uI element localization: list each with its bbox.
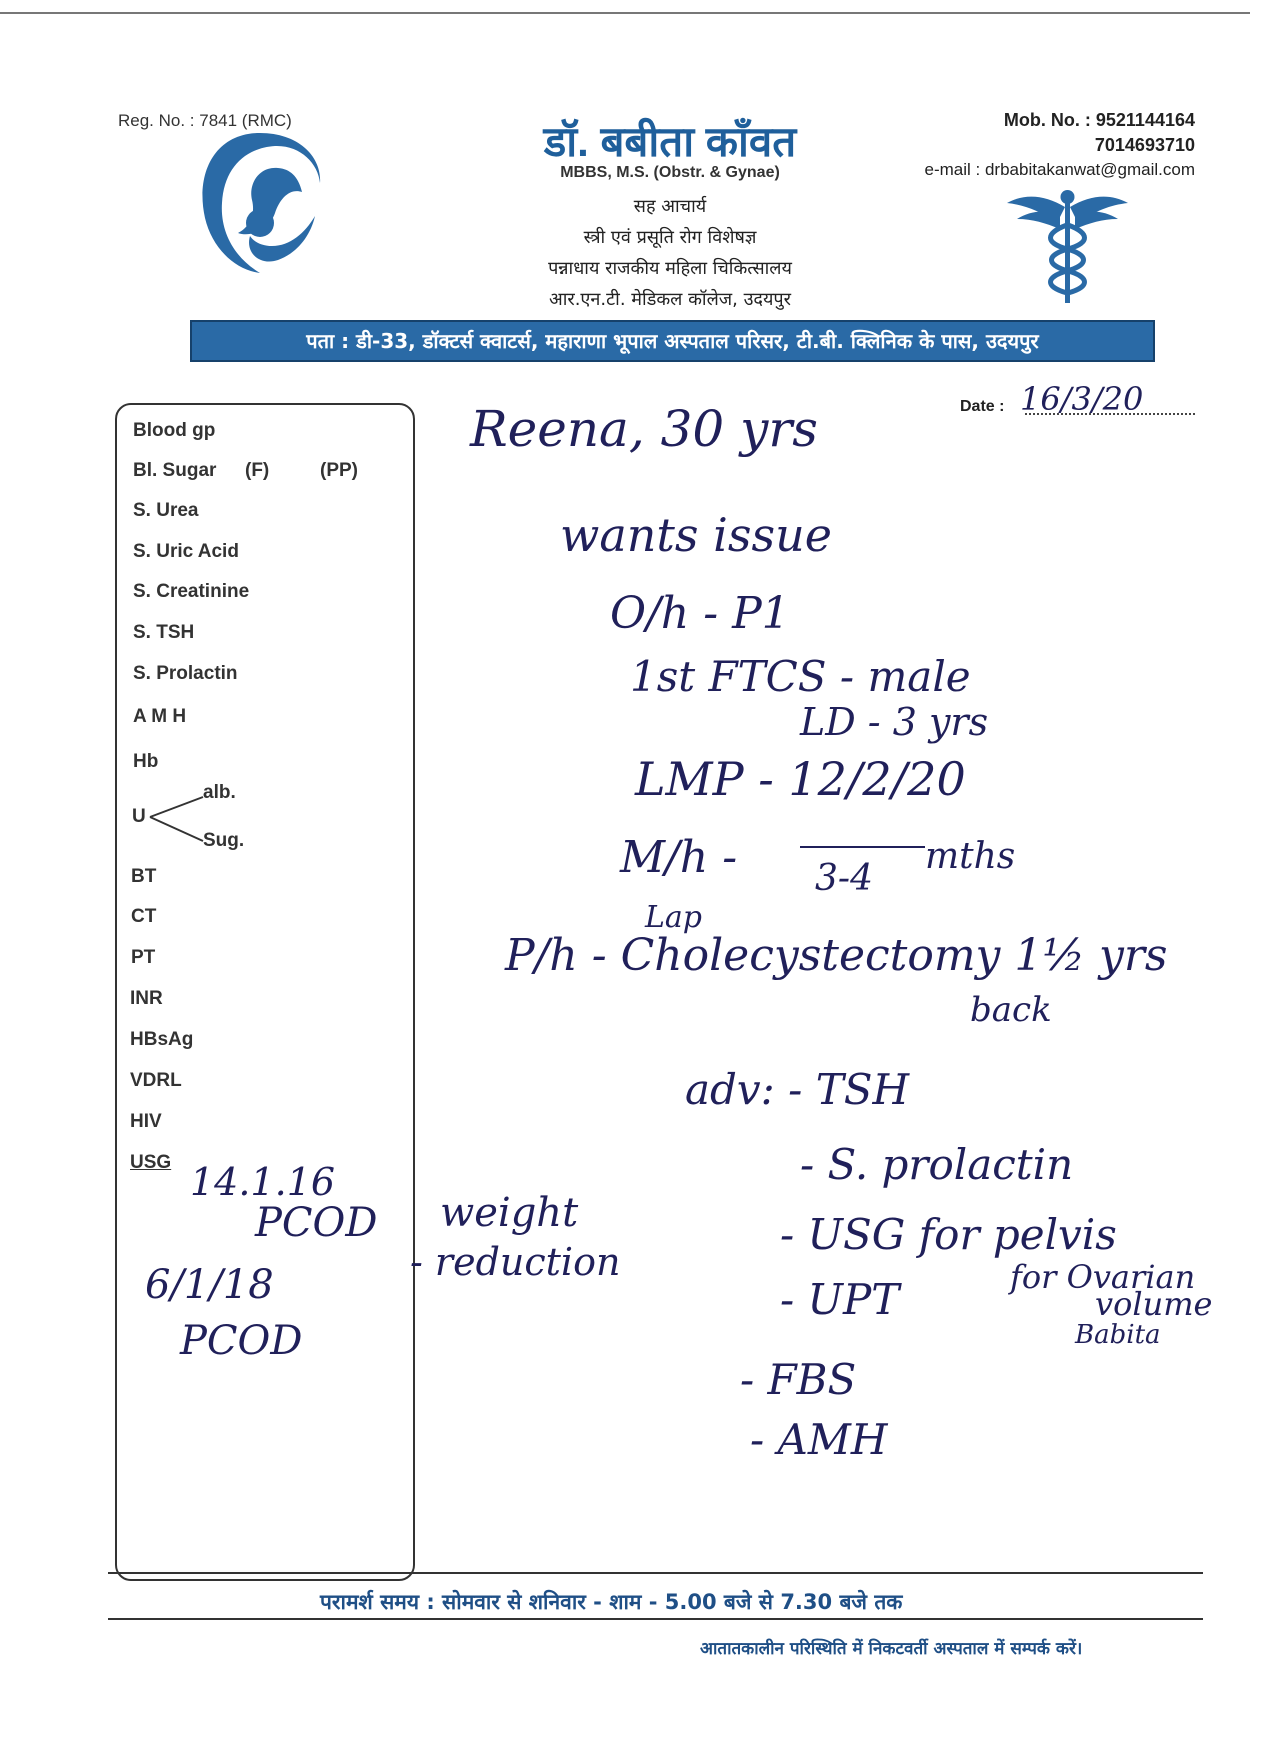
doctor-signature: Babita <box>1075 1320 1161 1350</box>
date-value: 16/3/20 <box>1020 380 1144 418</box>
test-tsh: S. TSH <box>133 622 195 643</box>
patient-name-age: Reena, 30 yrs <box>470 400 818 458</box>
usg-result-1: PCOD <box>255 1200 378 1246</box>
test-urine-albumin: alb. <box>203 782 236 803</box>
advice-usg: - USG for pelvis <box>780 1210 1117 1259</box>
advice-prolactin: - S. prolactin <box>800 1140 1074 1189</box>
weight-advice-2: - reduction <box>410 1240 621 1284</box>
menstrual-unit: mths <box>925 836 1016 877</box>
test-usg: USG <box>130 1152 172 1173</box>
test-blood-group: Blood gp <box>133 420 216 441</box>
doctor-name: डॉ. बबीता काँवत <box>543 118 797 165</box>
menstrual-duration: 3-4 <box>815 858 873 899</box>
test-urine-sugar: Sug. <box>203 830 245 851</box>
advice-amh: - AMH <box>750 1415 888 1464</box>
mobile-number-2: 7014693710 <box>1094 135 1195 155</box>
test-hb: Hb <box>133 751 159 772</box>
test-urea: S. Urea <box>133 500 199 521</box>
test-vdrl: VDRL <box>130 1070 182 1091</box>
advice-tsh: adv: - TSH <box>685 1065 910 1114</box>
usg-date-2: 6/1/18 <box>145 1262 274 1308</box>
test-inr: INR <box>130 988 163 1009</box>
footer-line-top <box>108 1572 1203 1574</box>
test-sugar-fasting: (F) <box>245 460 270 481</box>
consultation-timing: परामर्श समय : सोमवार से शनिवार - शाम - 5.00 बजे से 7.30 बजे तक <box>320 1590 903 1614</box>
footer-line-bottom <box>108 1618 1203 1620</box>
test-urine: U <box>132 806 146 827</box>
test-pt: PT <box>131 947 156 968</box>
mother-child-logo-icon <box>190 128 330 278</box>
last-delivery: LD - 3 yrs <box>800 700 989 744</box>
specialty: स्त्री एवं प्रसूति रोग विशेषज्ञ <box>583 227 757 248</box>
menstrual-history: M/h - <box>620 832 738 883</box>
lmp: LMP - 12/2/20 <box>635 752 966 806</box>
college-name: आर.एन.टी. मेडिकल कॉलेज, उदयपुर <box>548 289 792 310</box>
test-hbsag: HBsAg <box>130 1029 194 1050</box>
date-label: Date : <box>960 398 1005 415</box>
qualifications: MBBS, M.S. (Obstr. & Gynae) <box>560 164 780 181</box>
first-delivery: 1st FTCS - male <box>630 652 971 701</box>
obstetric-history: O/h - P1 <box>610 588 790 639</box>
test-uric-acid: S. Uric Acid <box>133 541 239 562</box>
test-amh: A M H <box>133 706 187 727</box>
past-history-back: back <box>970 990 1052 1030</box>
test-creatinine: S. Creatinine <box>133 581 250 602</box>
weight-advice-1: weight <box>440 1190 579 1236</box>
complaint: wants issue <box>560 508 832 562</box>
advice-upt: - UPT <box>780 1275 900 1324</box>
test-hiv: HIV <box>130 1111 162 1132</box>
past-history: P/h - Cholecystectomy 1½ yrs <box>505 930 1168 981</box>
urine-branch-lines <box>148 795 208 845</box>
designation: सह आचार्य <box>633 196 707 217</box>
usg-date-1: 14.1.16 <box>190 1160 336 1204</box>
test-blood-sugar: Bl. Sugar <box>133 460 217 481</box>
past-history-lap: Lap <box>645 900 703 935</box>
test-ct: CT <box>131 906 157 927</box>
email: e-mail : drbabitakanwat@gmail.com <box>924 160 1195 179</box>
test-bt: BT <box>131 866 157 887</box>
menstrual-fraction-line <box>800 846 925 848</box>
registration-number: Reg. No. : 7841 (RMC) <box>118 111 292 130</box>
mobile-number: Mob. No. : 9521144164 <box>1003 110 1195 130</box>
hospital-name: पन्नाधाय राजकीय महिला चिकित्सालय <box>548 258 792 279</box>
emergency-note: आतातकालीन परिस्थिति में निकटवर्ती अस्पताल में सम्पर्क करें। <box>700 1639 1083 1659</box>
caduceus-icon <box>1005 185 1130 305</box>
advice-usg-volume: volume <box>1095 1285 1213 1323</box>
top-border <box>0 12 1250 14</box>
advice-usg-ovarian: for Ovarian <box>1010 1258 1196 1296</box>
test-sugar-pp: (PP) <box>320 460 358 481</box>
usg-result-2: PCOD <box>180 1318 303 1364</box>
advice-fbs: - FBS <box>740 1355 857 1404</box>
test-prolactin: S. Prolactin <box>133 663 238 684</box>
address-bar: पता : डी-33, डॉक्टर्स क्वाटर्स, महाराणा भूपाल अस्पताल परिसर, टी.बी. क्लिनिक के पास, उदयपुर <box>190 320 1155 362</box>
